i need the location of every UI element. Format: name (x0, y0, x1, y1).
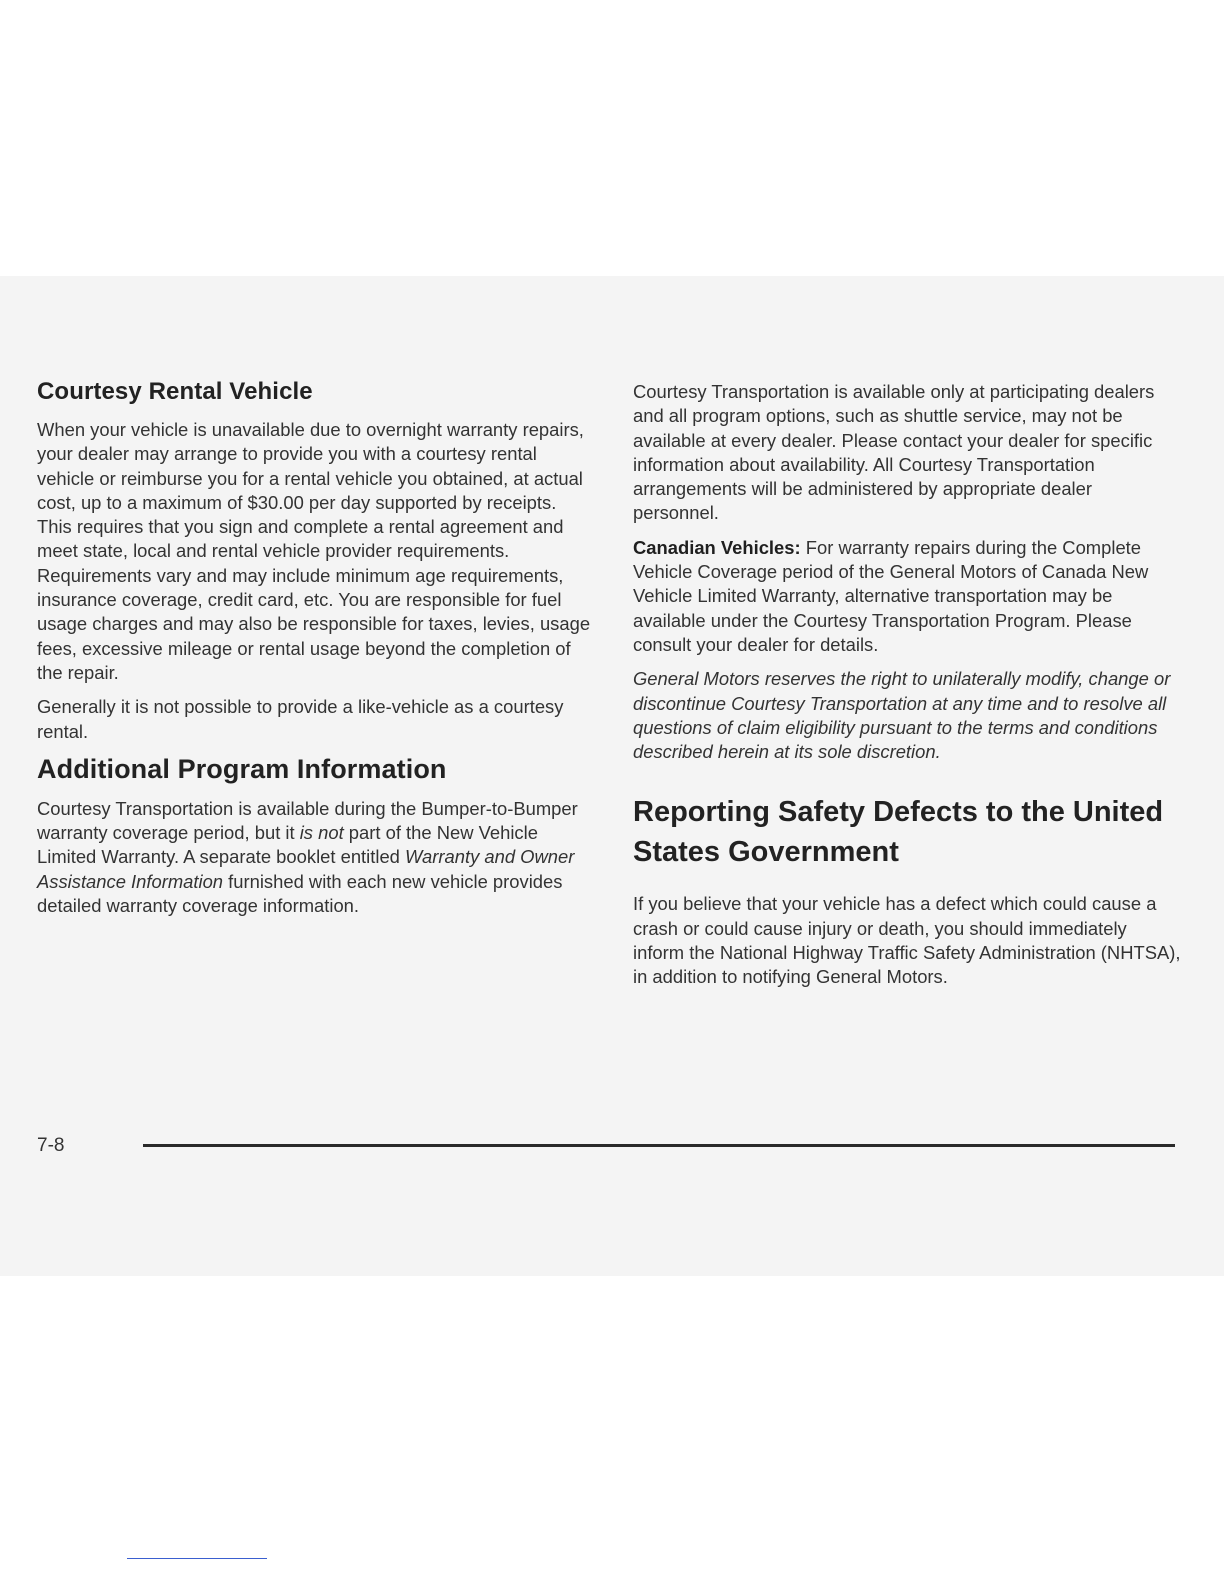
like-vehicle-paragraph: Generally it is not possible to provide a like-vehicle as a courtesy rental. (37, 696, 564, 742)
canadian-vehicles-text: For warranty repairs during the Complete Vehicle Coverage period of the General Motors of Canada New Vehicle Limited Warranty, alternative transportation may be available under the Courtesy Transportation Program. Please consult your dealer for details. (633, 536, 1149, 655)
right-column (633, 380, 1181, 1000)
additional-program-heading: Additional Program Information (37, 753, 447, 784)
bottom-divider-line (127, 1558, 267, 1559)
canadian-vehicles-paragraph (633, 536, 1181, 657)
booklet-title: Warranty and Owner Assistance Information (37, 846, 575, 892)
reporting-safety-heading: Reporting Safety Defects to the United States Government (633, 796, 1164, 869)
additional-program-paragraph (37, 797, 592, 918)
gm-reserves-paragraph: General Motors reserves the right to unilaterally modify, change or discontinue Courtesy Transportation at any time and to resolve all questions of claim eligibility pursuant to the terms and conditions described herein at its sole discretion. (633, 668, 1171, 763)
additional-text-b: part of the New Vehicle Limited Warranty. A separate booklet entitled (37, 822, 538, 868)
additional-text-c: furnished with each new vehicle provides detailed warranty coverage information. (37, 870, 563, 917)
courtesy-rental-heading: Courtesy Rental Vehicle (37, 378, 313, 405)
courtesy-rental-paragraph: When your vehicle is unavailable due to overnight warranty repairs, your dealer may arrange to provide you with a courtesy rental vehicle or reimburse you for a rental vehicle you obtained, at actual cost, up to a maximum of $30.00 per day supported by receipts. This requires that you sign and complete a rental agreement and meet state, local and rental vehicle provider requirements. Requirements vary and may include minimum age requirements, insurance coverage, credit card, etc. You are responsible for fuel usage charges and may also be responsible for taxes, levies, usage fees, excessive mileage or rental usage beyond the completion of the repair. (37, 419, 591, 683)
left-column (37, 378, 592, 928)
additional-text-a: Courtesy Transportation is available during the Bumper-to-Bumper warranty coverage period, but it (37, 797, 578, 844)
reporting-safety-paragraph: If you believe that your vehicle has a defect which could cause a crash or could cause injury or death, you should immediately inform the National Highway Traffic Safety Administration (NHTSA), in addition to notifying General Motors. (633, 893, 1181, 988)
participating-dealers-paragraph: Courtesy Transportation is available only at participating dealers and all program options, such as shuttle service, may not be available at every dealer. Please contact your dealer for specific information about availability. All Courtesy Transportation arrangements will be administered by appropriate dealer personnel. (633, 381, 1155, 524)
canadian-vehicles-lead: Canadian Vehicles: (633, 536, 801, 558)
additional-emphasis-is-not: is not (299, 822, 344, 844)
footer-rule (143, 1144, 1175, 1147)
page-number: 7-8 (37, 1135, 65, 1156)
